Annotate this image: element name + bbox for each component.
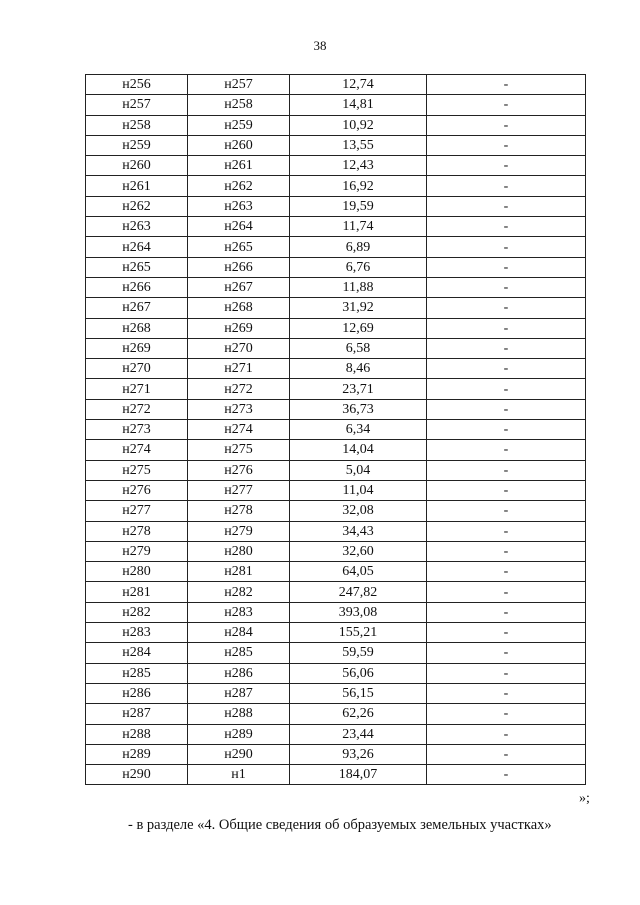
description-cell: - — [427, 399, 586, 419]
description-cell: - — [427, 704, 586, 724]
table-row — [86, 663, 586, 683]
to-point-cell: н279 — [188, 521, 290, 541]
table-row — [86, 196, 586, 216]
distance-cell: 23,44 — [290, 724, 427, 744]
distance-cell: 11,88 — [290, 277, 427, 297]
from-point-cell: н278 — [86, 521, 188, 541]
page-number: 38 — [313, 38, 327, 53]
to-point-cell: н276 — [188, 460, 290, 480]
from-point-cell: н265 — [86, 257, 188, 277]
to-point-cell: н277 — [188, 480, 290, 500]
table-row — [86, 744, 586, 764]
from-point-cell: н270 — [86, 359, 188, 379]
from-point-cell: н285 — [86, 663, 188, 683]
from-point-cell: н272 — [86, 399, 188, 419]
table-row — [86, 217, 586, 237]
description-cell: - — [427, 460, 586, 480]
table-row — [86, 602, 586, 622]
description-cell: - — [427, 602, 586, 622]
distance-cell: 32,08 — [290, 501, 427, 521]
to-point-cell: н263 — [188, 196, 290, 216]
description-cell: - — [427, 440, 586, 460]
table-row — [86, 420, 586, 440]
from-point-cell: н263 — [86, 217, 188, 237]
table-row — [86, 582, 586, 602]
distance-cell: 32,60 — [290, 541, 427, 561]
distance-cell: 62,26 — [290, 704, 427, 724]
to-point-cell: н269 — [188, 318, 290, 338]
table-row — [86, 359, 586, 379]
description-cell: - — [427, 683, 586, 703]
to-point-cell: н281 — [188, 562, 290, 582]
to-point-cell: н274 — [188, 420, 290, 440]
boundary-segments-table — [85, 74, 586, 785]
description-cell: - — [427, 724, 586, 744]
from-point-cell: н268 — [86, 318, 188, 338]
from-point-cell: н264 — [86, 237, 188, 257]
table-row — [86, 277, 586, 297]
from-point-cell: н280 — [86, 562, 188, 582]
distance-cell: 16,92 — [290, 176, 427, 196]
description-cell: - — [427, 277, 586, 297]
to-point-cell: н287 — [188, 683, 290, 703]
to-point-cell: н275 — [188, 440, 290, 460]
description-cell: - — [427, 217, 586, 237]
distance-cell: 59,59 — [290, 643, 427, 663]
from-point-cell: н277 — [86, 501, 188, 521]
table-row — [86, 643, 586, 663]
from-point-cell: н260 — [86, 156, 188, 176]
distance-cell: 19,59 — [290, 196, 427, 216]
description-cell: - — [427, 135, 586, 155]
to-point-cell: н1 — [188, 765, 290, 785]
distance-cell: 93,26 — [290, 744, 427, 764]
from-point-cell: н271 — [86, 379, 188, 399]
table-row — [86, 75, 586, 95]
from-point-cell: н283 — [86, 623, 188, 643]
distance-cell: 12,69 — [290, 318, 427, 338]
table-row — [86, 460, 586, 480]
table-row — [86, 379, 586, 399]
description-cell: - — [427, 75, 586, 95]
to-point-cell: н290 — [188, 744, 290, 764]
table-row — [86, 176, 586, 196]
to-point-cell: н259 — [188, 115, 290, 135]
closing-quote-mark: »; — [579, 791, 590, 806]
from-point-cell: н284 — [86, 643, 188, 663]
description-cell: - — [427, 480, 586, 500]
to-point-cell: н283 — [188, 602, 290, 622]
description-cell: - — [427, 257, 586, 277]
distance-cell: 8,46 — [290, 359, 427, 379]
distance-cell: 6,76 — [290, 257, 427, 277]
distance-cell: 6,58 — [290, 338, 427, 358]
to-point-cell: н285 — [188, 643, 290, 663]
description-cell: - — [427, 115, 586, 135]
table-row — [86, 521, 586, 541]
to-point-cell: н266 — [188, 257, 290, 277]
description-cell: - — [427, 176, 586, 196]
to-point-cell: н268 — [188, 298, 290, 318]
from-point-cell: н256 — [86, 75, 188, 95]
table-row — [86, 115, 586, 135]
table-row — [86, 156, 586, 176]
distance-cell: 5,04 — [290, 460, 427, 480]
distance-cell: 6,34 — [290, 420, 427, 440]
from-point-cell: н269 — [86, 338, 188, 358]
from-point-cell: н259 — [86, 135, 188, 155]
distance-cell: 11,04 — [290, 480, 427, 500]
distance-cell: 23,71 — [290, 379, 427, 399]
to-point-cell: н273 — [188, 399, 290, 419]
description-cell: - — [427, 196, 586, 216]
from-point-cell: н273 — [86, 420, 188, 440]
from-point-cell: н261 — [86, 176, 188, 196]
description-cell: - — [427, 95, 586, 115]
to-point-cell: н270 — [188, 338, 290, 358]
to-point-cell: н257 — [188, 75, 290, 95]
table-row — [86, 541, 586, 561]
to-point-cell: н280 — [188, 541, 290, 561]
description-cell: - — [427, 501, 586, 521]
from-point-cell: н275 — [86, 460, 188, 480]
description-cell: - — [427, 582, 586, 602]
description-cell: - — [427, 744, 586, 764]
from-point-cell: н258 — [86, 115, 188, 135]
table-row — [86, 298, 586, 318]
table-row — [86, 95, 586, 115]
to-point-cell: н261 — [188, 156, 290, 176]
distance-cell: 247,82 — [290, 582, 427, 602]
distance-cell: 12,43 — [290, 156, 427, 176]
table-row — [86, 683, 586, 703]
description-cell: - — [427, 379, 586, 399]
table-row — [86, 501, 586, 521]
distance-cell: 155,21 — [290, 623, 427, 643]
table-row — [86, 399, 586, 419]
section-note: - в разделе «4. Общие сведения об образуемых земельных участках» — [128, 817, 552, 833]
table-row — [86, 237, 586, 257]
distance-cell: 11,74 — [290, 217, 427, 237]
from-point-cell: н276 — [86, 480, 188, 500]
description-cell: - — [427, 562, 586, 582]
from-point-cell: н289 — [86, 744, 188, 764]
distance-cell: 64,05 — [290, 562, 427, 582]
table-row — [86, 562, 586, 582]
description-cell: - — [427, 643, 586, 663]
table-row — [86, 318, 586, 338]
from-point-cell: н288 — [86, 724, 188, 744]
table-row — [86, 623, 586, 643]
table-row — [86, 704, 586, 724]
distance-cell: 34,43 — [290, 521, 427, 541]
distance-cell: 56,15 — [290, 683, 427, 703]
description-cell: - — [427, 237, 586, 257]
to-point-cell: н271 — [188, 359, 290, 379]
distance-cell: 393,08 — [290, 602, 427, 622]
table-row — [86, 724, 586, 744]
distance-cell: 56,06 — [290, 663, 427, 683]
description-cell: - — [427, 765, 586, 785]
from-point-cell: н257 — [86, 95, 188, 115]
to-point-cell: н278 — [188, 501, 290, 521]
from-point-cell: н266 — [86, 277, 188, 297]
distance-cell: 14,04 — [290, 440, 427, 460]
description-cell: - — [427, 298, 586, 318]
to-point-cell: н282 — [188, 582, 290, 602]
from-point-cell: н286 — [86, 683, 188, 703]
distance-cell: 14,81 — [290, 95, 427, 115]
to-point-cell: н288 — [188, 704, 290, 724]
table-row — [86, 135, 586, 155]
distance-cell: 184,07 — [290, 765, 427, 785]
to-point-cell: н258 — [188, 95, 290, 115]
from-point-cell: н287 — [86, 704, 188, 724]
to-point-cell: н262 — [188, 176, 290, 196]
distance-cell: 10,92 — [290, 115, 427, 135]
distance-cell: 13,55 — [290, 135, 427, 155]
to-point-cell: н284 — [188, 623, 290, 643]
distance-cell: 6,89 — [290, 237, 427, 257]
distance-cell: 36,73 — [290, 399, 427, 419]
to-point-cell: н286 — [188, 663, 290, 683]
from-point-cell: н282 — [86, 602, 188, 622]
table-row — [86, 765, 586, 785]
distance-cell: 12,74 — [290, 75, 427, 95]
description-cell: - — [427, 338, 586, 358]
to-point-cell: н272 — [188, 379, 290, 399]
from-point-cell: н274 — [86, 440, 188, 460]
table-row — [86, 480, 586, 500]
table-row — [86, 440, 586, 460]
description-cell: - — [427, 623, 586, 643]
description-cell: - — [427, 663, 586, 683]
to-point-cell: н260 — [188, 135, 290, 155]
to-point-cell: н289 — [188, 724, 290, 744]
description-cell: - — [427, 359, 586, 379]
from-point-cell: н262 — [86, 196, 188, 216]
to-point-cell: н264 — [188, 217, 290, 237]
to-point-cell: н267 — [188, 277, 290, 297]
from-point-cell: н267 — [86, 298, 188, 318]
description-cell: - — [427, 521, 586, 541]
from-point-cell: н279 — [86, 541, 188, 561]
description-cell: - — [427, 541, 586, 561]
table-row — [86, 257, 586, 277]
table-body — [86, 75, 586, 785]
to-point-cell: н265 — [188, 237, 290, 257]
from-point-cell: н290 — [86, 765, 188, 785]
from-point-cell: н281 — [86, 582, 188, 602]
table-row — [86, 338, 586, 358]
description-cell: - — [427, 156, 586, 176]
description-cell: - — [427, 420, 586, 440]
distance-cell: 31,92 — [290, 298, 427, 318]
description-cell: - — [427, 318, 586, 338]
